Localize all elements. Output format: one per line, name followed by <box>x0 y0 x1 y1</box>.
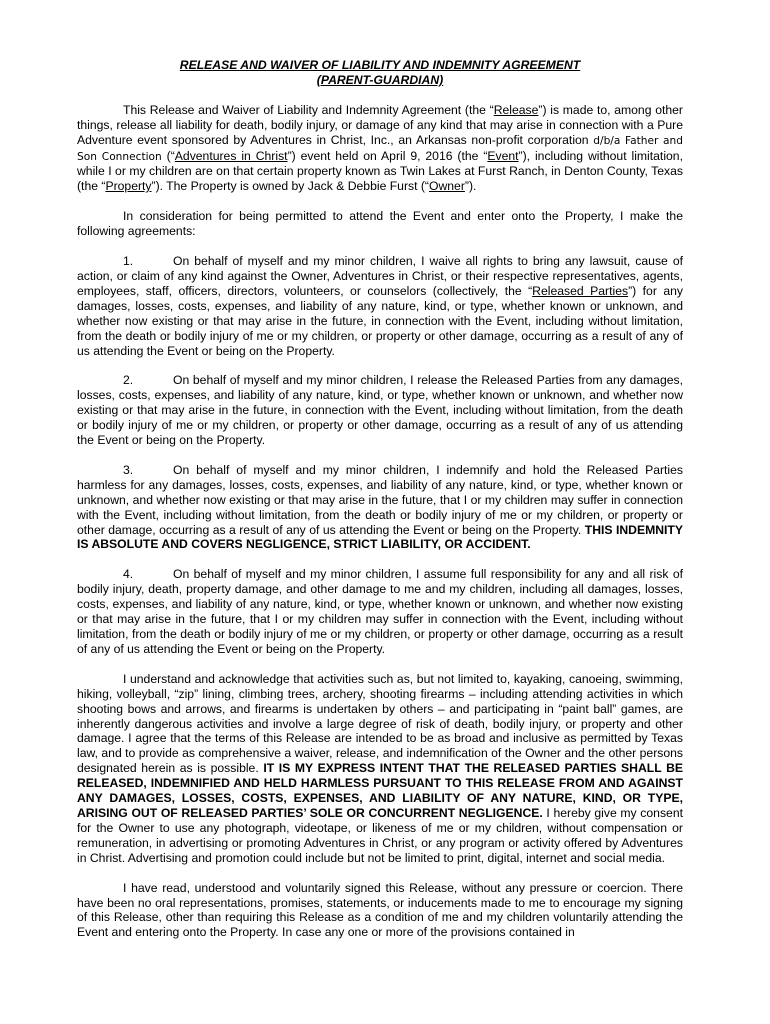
agreement-item-1 <box>77 254 683 358</box>
item-number: 1. <box>123 254 134 269</box>
item-2-text: On behalf of myself and my minor children, I release the Released Parties from any damages, losses, costs, expenses, and liability of any nature, kind, or type, whether known or unknown, and whether now existing or that may arise in the future, in connection with the Event, including without limitation, from the death or bodily injury of me or my children, or property or other damage, occurring as a result of any of us attending the Event or being on the Property. <box>77 373 683 448</box>
agreement-item-4 <box>77 567 683 656</box>
defined-term-event: Event <box>487 148 519 163</box>
item-1-text-1: On behalf of myself and my minor children, I waive all rights to bring any lawsuit, cause of action, or claim of any kind against the Owner, Adventures in Christ, or their respective representatives, agents, employees, staff, officers, directors, volunteers, or counselors (collectively, the “ <box>77 254 683 298</box>
agreement-item-2 <box>77 373 683 448</box>
document-page <box>77 58 683 955</box>
defined-term-release: Release <box>493 102 539 117</box>
acknowledgement-paragraph <box>77 672 683 866</box>
defined-term-released-parties: Released Parties <box>532 283 629 298</box>
indemnity-bold-statement: THIS INDEMNITY IS ABSOLUTE AND COVERS NEGLIGENCE, STRICT LIABILITY, OR ACCIDENT. <box>77 522 683 552</box>
intro-text-1: This Release and Waiver of Liability and Indemnity Agreement (the “ <box>123 102 494 117</box>
consideration-paragraph: In consideration for being permitted to attend the Event and enter onto the Property, I make the following agreements: <box>77 209 683 239</box>
item-number: 2. <box>123 373 134 388</box>
defined-term-adventures-in-christ: Adventures in Christ <box>174 148 288 163</box>
intro-text-7: ”). <box>464 179 477 194</box>
intro-text-4: ”) event held on April 9, 2016 (the “ <box>287 148 488 163</box>
agreement-item-3 <box>77 463 683 552</box>
item-number: 4. <box>123 567 134 582</box>
intro-text-3: (“ <box>161 148 175 163</box>
acknowledgement-text-2: I hereby give my consent for the Owner to use any photograph, videotape, or likeness of me or my children, without compensation or remuneration, in advertising or promoting Adventures in Christ, or any program or activity offered by Adventures in Christ. Advertising and promotion could include but not be limited to print, digital, internet and social media. <box>77 805 683 865</box>
intro-text-5: ”), including without limitation, while I or my children are on that certain property known as Twin Lakes at Furst Ranch, in Denton County, Texas (the “ <box>77 148 683 194</box>
document-title <box>77 58 683 88</box>
item-1-text-2: ”) for any damages, losses, costs, expenses, and liability of any nature, kind, or type, whether known or unknown, and whether now existing or that may arise in the future, in connection with the Event, including without limitation, from the death or bodily injury of me or my children, or property or other damage, occurring as a result of any of us attending the Event or being on the Property. <box>77 283 684 358</box>
defined-term-property: Property <box>105 179 152 194</box>
item-4-text: On behalf of myself and my minor children, I assume full responsibility for any and all risk of bodily injury, death, property damage, and other damage to me and my children, including all damages, losses, costs, expenses, and liability of any nature, kind, or type, whether known or unknown, and whether now existing or that may arise in the future, that I or my children may suffer in connection with the Event, including without limitation, from the death or bodily injury of me or my children, or property or other damage, occurring as a result of any of us attending the Event or being on the Property. <box>77 567 683 656</box>
intro-text-2: ”) is made to, among other things, release all liability for death, bodily injury, or damage of any kind that may arise in connection with a Pure Adventure event sponsored by Adventures in Christ, Inc., an Arkansas non-profit corporation <box>77 102 683 147</box>
title-line-2: (PARENT-GUARDIAN) <box>316 72 444 87</box>
intro-text-6: ”). The Property is owned by Jack & Debbie Furst (“ <box>151 179 429 194</box>
title-line-1: RELEASE AND WAIVER OF LIABILITY AND INDEMNITY AGREEMENT <box>179 58 581 72</box>
item-3-text: On behalf of myself and my minor children, I indemnify and hold the Released Parties harmless for any damages, losses, costs, expenses, and liability of any nature, kind, or type, whether known or unknown, and whether now existing or that may arise in the future, that I or my children may suffer in connection with the Event, including without limitation, from the death or bodily injury of me or my children, or property or other damage, occurring as a result of any of us attending the Event or being on the Property. <box>77 462 683 537</box>
defined-term-owner: Owner <box>429 179 465 194</box>
dba-name: d/b/a Father and Son Connection <box>77 134 683 163</box>
express-intent-bold-statement: IT IS MY EXPRESS INTENT THAT THE RELEASED PARTIES SHALL BE RELEASED, INDEMNIFIED AND HELD HARMLESS PURSUANT TO THIS RELEASE FROM AND AGAINST ANY DAMAGES, LOSSES, COSTS, EXPENSES, AND LIABILITY OF ANY NATURE, KIND, OR TYPE, ARISING OUT OF RELEASED PARTIES’ SOLE OR CONCURRENT NEGLIGENCE. <box>77 761 683 820</box>
acknowledgement-text-1: I understand and acknowledge that activities such as, but not limited to, kayaking, canoeing, swimming, hiking, volleyball, “zip” lining, climbing trees, archery, shooting firearms – including attending activities in which shooting bows and arrows, and firearms is undertaken by others – and participating in “paint ball” games, are inherently dangerous activities and involve a large degree of risk of death, bodily injury, or property and other damage. I agree that the terms of this Release are intended to be as broad and inclusive as permitted by Texas law, and to provide as comprehensive a waiver, release, and indemnification of the Owner and the other persons designated herein as is possible. <box>77 671 683 776</box>
intro-paragraph <box>77 103 683 194</box>
final-paragraph: I have read, understood and voluntarily signed this Release, without any pressure or coercion. There have been no oral representations, promises, statements, or inducements made to me to encourage my signing of this Release, other than requiring this Release as a condition of me and my children voluntarily attending the Event and entering onto the Property. In case any one or more of the provisions contained in <box>77 880 683 940</box>
item-number: 3. <box>123 462 134 477</box>
